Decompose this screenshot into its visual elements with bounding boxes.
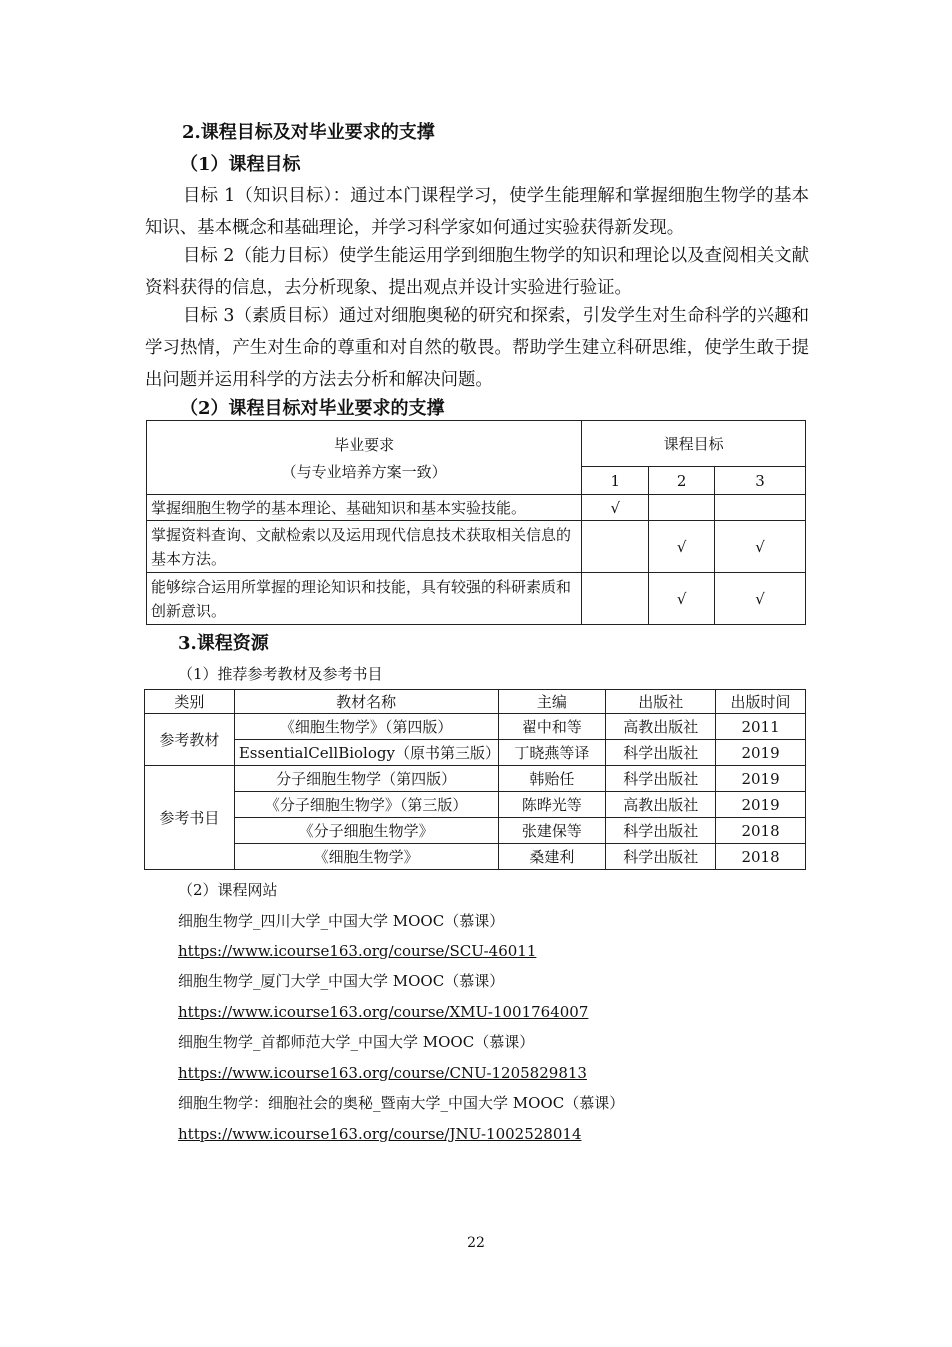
support-subheading: （2）课程目标对毕业要求的支撑 [180, 398, 445, 419]
website-link[interactable]: https://www.icourse163.org/course/SCU-46011 [178, 942, 537, 960]
book-title: 《分子细胞生物学》（第三版） [234, 792, 498, 818]
books-header-category: 类别 [145, 690, 235, 714]
book-title: EssentialCellBiology（原书第三版） [234, 740, 498, 766]
book-year: 2018 [716, 818, 806, 844]
book-year: 2019 [716, 792, 806, 818]
goal-2-paragraph: 目标 2（能力目标）使学生能运用学到细胞生物学的知识和理论以及查阅相关文献资料获得的信息，去分析现象、提出观点并设计实验进行验证。 [145, 246, 809, 298]
check-2-1 [582, 521, 649, 573]
category-references: 参考书目 [145, 766, 235, 870]
book-publisher: 科学出版社 [606, 844, 716, 870]
website-link[interactable]: https://www.icourse163.org/course/XMU-1001764007 [178, 1003, 589, 1021]
website-title: 细胞生物学：细胞社会的奥秘_暨南大学_中国大学 MOOC（慕课） [178, 1094, 625, 1112]
websites-subheading: （2）课程网站 [178, 881, 278, 899]
req-header-line2: （与专业培养方案一致） [281, 462, 447, 481]
section-3-heading: 3.课程资源 [178, 633, 269, 654]
req-row-3: 能够综合运用所掌握的理论知识和技能，具有较强的科研素质和创新意识。 [147, 573, 582, 625]
check-1-3 [715, 495, 806, 521]
book-publisher: 科学出版社 [606, 818, 716, 844]
books-header-year: 出版时间 [716, 690, 806, 714]
book-editor: 陈晔光等 [498, 792, 606, 818]
books-table [144, 689, 806, 870]
req-header [147, 421, 582, 495]
book-year: 2019 [716, 740, 806, 766]
category-textbooks: 参考教材 [145, 714, 235, 766]
book-year: 2018 [716, 844, 806, 870]
book-publisher: 高教出版社 [606, 792, 716, 818]
website-link[interactable]: https://www.icourse163.org/course/JNU-1002528014 [178, 1125, 582, 1143]
req-row-1: 掌握细胞生物学的基本理论、基础知识和基本实验技能。 [147, 495, 582, 521]
check-2-3: √ [715, 521, 806, 573]
check-3-2: √ [649, 573, 715, 625]
book-editor: 翟中和等 [498, 714, 606, 740]
section-2-heading: 2.课程目标及对毕业要求的支撑 [182, 122, 435, 143]
goal-col-2: 2 [649, 467, 715, 495]
book-editor: 韩贻任 [498, 766, 606, 792]
goal-1-paragraph: 目标 1（知识目标）：通过本门课程学习，使学生能理解和掌握细胞生物学的基本知识、基本概念和基础理论，并学习科学家如何通过实验获得新发现。 [145, 186, 809, 238]
book-publisher: 科学出版社 [606, 740, 716, 766]
check-1-2 [649, 495, 715, 521]
goal-col-3: 3 [715, 467, 806, 495]
website-title: 细胞生物学_四川大学_中国大学 MOOC（慕课） [178, 912, 505, 930]
website-title: 细胞生物学_厦门大学_中国大学 MOOC（慕课） [178, 972, 505, 990]
book-year: 2019 [716, 766, 806, 792]
books-header-publisher: 出版社 [606, 690, 716, 714]
books-subheading: （1）推荐参考教材及参考书目 [178, 665, 383, 683]
page-number: 22 [467, 1235, 485, 1251]
goals-header: 课程目标 [582, 421, 806, 467]
book-editor: 桑建利 [498, 844, 606, 870]
book-publisher: 科学出版社 [606, 766, 716, 792]
goal-col-1: 1 [582, 467, 649, 495]
website-title: 细胞生物学_首都师范大学_中国大学 MOOC（慕课） [178, 1033, 535, 1051]
books-header-title: 教材名称 [234, 690, 498, 714]
book-publisher: 高教出版社 [606, 714, 716, 740]
check-1-1: √ [582, 495, 649, 521]
course-goals-subheading: （1）课程目标 [180, 154, 301, 175]
book-editor: 张建保等 [498, 818, 606, 844]
book-title: 分子细胞生物学（第四版） [234, 766, 498, 792]
book-editor: 丁晓燕等译 [498, 740, 606, 766]
check-3-1 [582, 573, 649, 625]
book-title: 《分子细胞生物学》 [234, 818, 498, 844]
book-title: 《细胞生物学》 [234, 844, 498, 870]
check-3-3: √ [715, 573, 806, 625]
check-2-2: √ [649, 521, 715, 573]
website-link[interactable]: https://www.icourse163.org/course/CNU-1205829813 [178, 1064, 587, 1082]
req-row-2: 掌握资料查询、文献检索以及运用现代信息技术获取相关信息的基本方法。 [147, 521, 582, 573]
book-year: 2011 [716, 714, 806, 740]
support-table [146, 420, 806, 625]
books-header-editor: 主编 [498, 690, 606, 714]
req-header-line1: 毕业要求 [334, 435, 395, 454]
goal-3-paragraph: 目标 3（素质目标）通过对细胞奥秘的研究和探索，引发学生对生命科学的兴趣和学习热情，产生对生命的尊重和对自然的敬畏。帮助学生建立科研思维，使学生敢于提出问题并运用科学的方法去分析和解决问题。 [145, 306, 809, 390]
book-title: 《细胞生物学》（第四版） [234, 714, 498, 740]
